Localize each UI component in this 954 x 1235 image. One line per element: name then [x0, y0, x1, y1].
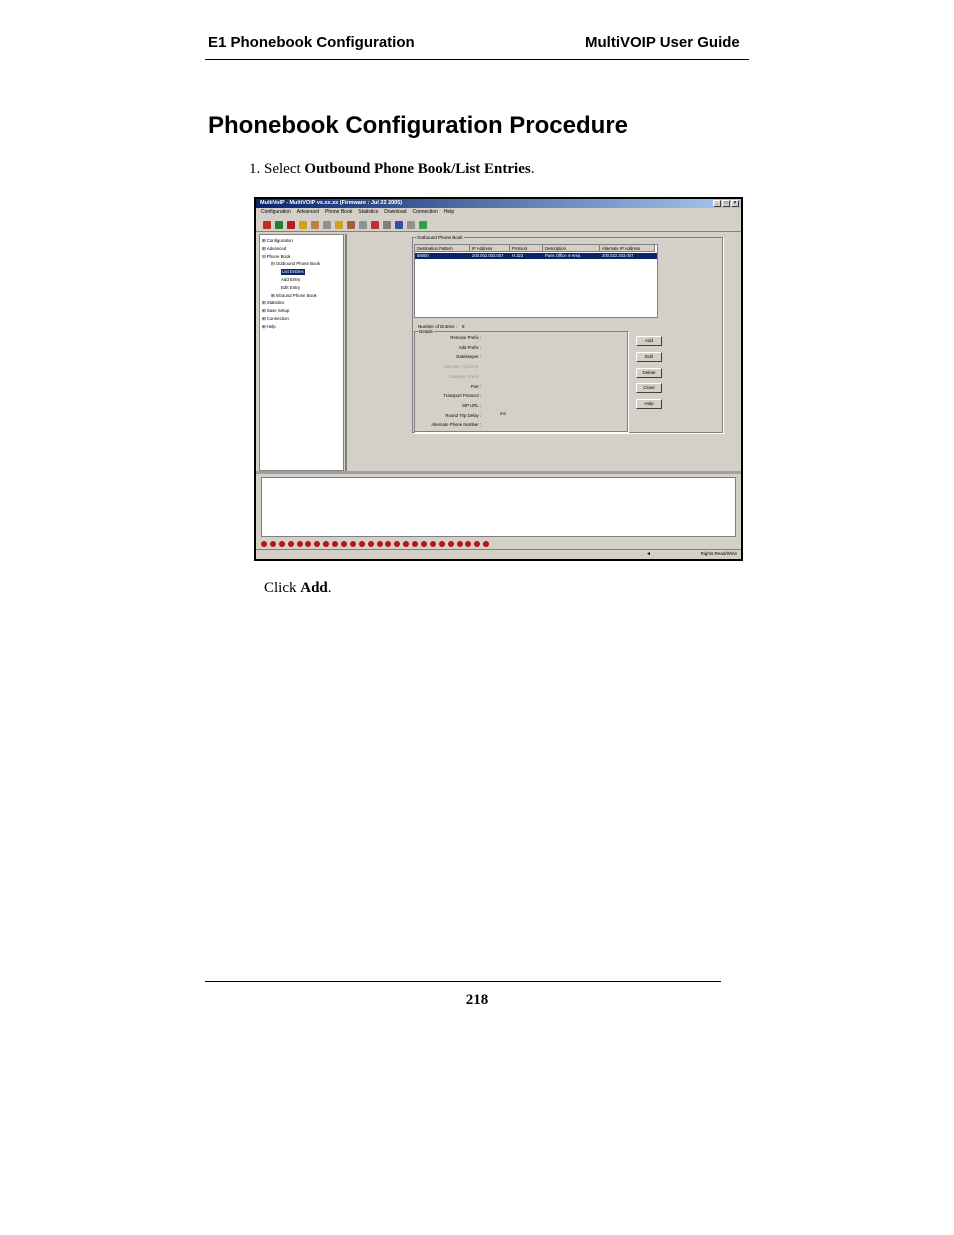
menu-item[interactable]: Help: [443, 209, 455, 215]
channel-led-icon: [465, 541, 471, 547]
column-header[interactable]: IP Address: [470, 245, 510, 252]
step-1-target: Outbound Phone Book/List Entries: [304, 161, 531, 177]
network-icon[interactable]: [275, 221, 283, 229]
column-header[interactable]: Alternate IP Address: [600, 245, 655, 252]
document-icon[interactable]: [299, 221, 307, 229]
menu-item[interactable]: Configuration: [261, 209, 291, 215]
phonebook-list[interactable]: [414, 244, 658, 318]
tree-item-label: Add Entry: [281, 276, 301, 282]
channel-led-icon: [474, 541, 480, 547]
detail-field-label: Port :: [470, 383, 481, 389]
step-1: [249, 161, 534, 178]
tree-expander-icon[interactable]: ⊞: [271, 292, 275, 298]
folder-icon[interactable]: [335, 221, 343, 229]
table-cell: 200.022.203.007: [602, 253, 634, 258]
app-window: [256, 199, 741, 559]
page-number: 218: [465, 992, 489, 1008]
footer-rule: [205, 981, 721, 982]
maximize-button[interactable]: □: [722, 200, 730, 207]
close-window-button[interactable]: ×: [731, 200, 739, 207]
add-button[interactable]: Add: [636, 336, 662, 346]
channel-led-icon: [288, 541, 294, 547]
tree-item-label: Configuration: [266, 238, 293, 243]
detail-field-label: Alternate Phone Number :: [431, 422, 481, 428]
channel-led-icon: [448, 541, 454, 547]
channel-led-icon: [421, 541, 427, 547]
channel-led-icon: [323, 541, 329, 547]
channel-led-icon: [314, 541, 320, 547]
column-header[interactable]: Protocol: [510, 245, 543, 252]
click-target: Add: [300, 580, 328, 596]
details-label: Details: [419, 329, 433, 334]
tree-item[interactable]: [260, 299, 343, 307]
tree-item-label: List Entries: [282, 269, 304, 275]
round-trip-unit: ms: [500, 411, 506, 416]
tree-item[interactable]: [260, 260, 343, 268]
navigation-tree: [259, 234, 344, 471]
tree-item[interactable]: [260, 284, 343, 292]
delete-button[interactable]: Delete: [636, 368, 662, 378]
detail-field-label: Gateway Prefix :: [449, 373, 481, 379]
channel-led-icon: [430, 541, 436, 547]
help-icon[interactable]: [419, 221, 427, 229]
tree-item[interactable]: [260, 323, 343, 331]
channel-led-icon: [270, 541, 276, 547]
app-title: MultiVoIP - MultiVOIP vx.xx.xx (Firmware : Jul 22 2005): [260, 200, 403, 206]
menu-item[interactable]: Download: [384, 209, 407, 215]
running-header-left: E1 Phonebook Configuration: [208, 34, 415, 51]
channel-led-icon: [368, 541, 374, 547]
detail-field-label: Round Trip Delay :: [445, 412, 481, 418]
phone-icon[interactable]: [383, 221, 391, 229]
tree-item[interactable]: [260, 307, 343, 315]
channel-led-icon: [297, 541, 303, 547]
click-instruction: [264, 580, 332, 597]
tree-expander-icon[interactable]: ⊞: [262, 238, 266, 243]
horizontal-splitter[interactable]: [256, 471, 741, 474]
app-title-bar: [256, 199, 741, 208]
tree-item[interactable]: [260, 292, 343, 300]
tree-item-label: Inbound Phone Book: [275, 292, 317, 298]
status-rights: Rights:Read/Write: [700, 551, 737, 556]
channel-leds: [261, 541, 489, 547]
hand-icon[interactable]: [311, 221, 319, 229]
channel-led-icon: [457, 541, 463, 547]
column-header[interactable]: Destination Pattern: [415, 245, 470, 252]
tree-expander-icon[interactable]: ⊟: [271, 261, 275, 267]
table-row[interactable]: [415, 253, 657, 259]
number-of-entries-label: Number of Entries :: [418, 324, 457, 329]
channel-led-icon: [394, 541, 400, 547]
detail-field-label: SIP URL :: [462, 402, 481, 408]
tree-item-label: Save Setup: [266, 308, 290, 314]
tree-item[interactable]: [260, 253, 343, 261]
channel-led-icon: [412, 541, 418, 547]
menu-bar: [256, 208, 741, 217]
section-title: Phonebook Configuration Procedure: [208, 112, 629, 139]
status-arrow-icon: ◄: [646, 551, 651, 557]
detail-field-label: Gateway H.323 ID :: [443, 364, 481, 370]
number-of-entries-value: 8: [462, 324, 465, 329]
column-header[interactable]: Description: [543, 245, 600, 252]
click-suffix: .: [327, 580, 332, 596]
tree-expander-icon[interactable]: ⊞: [262, 308, 266, 314]
close-button[interactable]: Close: [636, 383, 662, 393]
detail-field-label: Remove Prefix :: [450, 335, 481, 340]
detail-field-label: Add Prefix :: [458, 344, 481, 350]
menu-item[interactable]: Connection: [412, 209, 438, 215]
disconnect-icon[interactable]: [287, 221, 295, 229]
connect-icon[interactable]: [263, 221, 271, 229]
tree-item-label: Phone Book: [266, 253, 291, 259]
table-cell: 58000: [417, 253, 429, 258]
running-header-right: MultiVOIP User Guide: [585, 34, 740, 51]
channel-led-icon: [261, 541, 267, 547]
home-icon[interactable]: [407, 221, 415, 229]
tree-item-label: Connection: [266, 315, 289, 321]
tree-expander-icon[interactable]: ⊞: [262, 323, 266, 329]
status-bar: [256, 549, 741, 557]
upload-icon[interactable]: [323, 221, 331, 229]
tree-item[interactable]: [260, 276, 343, 284]
step-1-suffix: .: [530, 161, 535, 177]
channel-led-icon: [377, 541, 383, 547]
tree-expander-icon[interactable]: ⊟: [262, 253, 266, 259]
user-icon[interactable]: [347, 221, 355, 229]
tree-item-label: Edit Entry: [281, 284, 301, 290]
tree-item[interactable]: [260, 237, 343, 245]
table-cell: H.323: [512, 253, 524, 258]
tree-expander-icon[interactable]: ⊞: [262, 315, 266, 321]
step-1-prefix: 1. Select: [249, 161, 305, 177]
tree-item[interactable]: [260, 245, 343, 253]
tree-item[interactable]: [260, 268, 343, 276]
channel-led-icon: [341, 541, 347, 547]
channel-led-icon: [332, 541, 338, 547]
group-label: Outbound Phone Book: [417, 235, 463, 240]
channel-led-icon: [350, 541, 356, 547]
detail-field-label: Transport Protocol :: [443, 393, 481, 399]
toolbar: [256, 218, 741, 232]
chart-icon[interactable]: [395, 221, 403, 229]
detail-field-label: Gatekeeper :: [456, 354, 481, 360]
table-cell: 200.002.003.007: [472, 253, 504, 258]
menu-item[interactable]: Statistics: [358, 209, 379, 215]
edit-button[interactable]: Edit: [636, 352, 662, 362]
menu-item[interactable]: Advanced: [296, 209, 319, 215]
refresh-icon[interactable]: [359, 221, 367, 229]
click-prefix: Click: [264, 580, 301, 596]
tree-item[interactable]: [260, 315, 343, 323]
tree-expander-icon[interactable]: ⊞: [262, 245, 266, 251]
help-button[interactable]: Help: [636, 399, 662, 409]
signal-icon[interactable]: [371, 221, 379, 229]
channel-led-icon: [279, 541, 285, 547]
main-panel: [348, 234, 738, 471]
channel-led-icon: [385, 541, 391, 547]
tree-item-label: Statistics: [266, 300, 285, 306]
channel-led-icon: [359, 541, 365, 547]
tree-expander-icon[interactable]: ⊞: [262, 300, 266, 306]
channel-led-icon: [483, 541, 489, 547]
log-pane: [261, 477, 736, 537]
tree-item-label: Help: [266, 323, 276, 329]
tree-item-label: Advanced: [266, 245, 287, 251]
channel-led-icon: [403, 541, 409, 547]
channel-led-icon: [305, 541, 311, 547]
header-rule: [205, 59, 749, 60]
vertical-splitter[interactable]: [345, 234, 347, 471]
menu-item[interactable]: Phone Book: [325, 209, 353, 215]
minimize-button[interactable]: _: [713, 200, 721, 207]
app-screenshot: [254, 197, 743, 561]
tree-item-label: Outbound Phone Book: [275, 261, 321, 267]
channel-led-icon: [439, 541, 445, 547]
list-header: [415, 245, 657, 252]
table-cell: Paris Office 4-Area: [545, 253, 581, 258]
